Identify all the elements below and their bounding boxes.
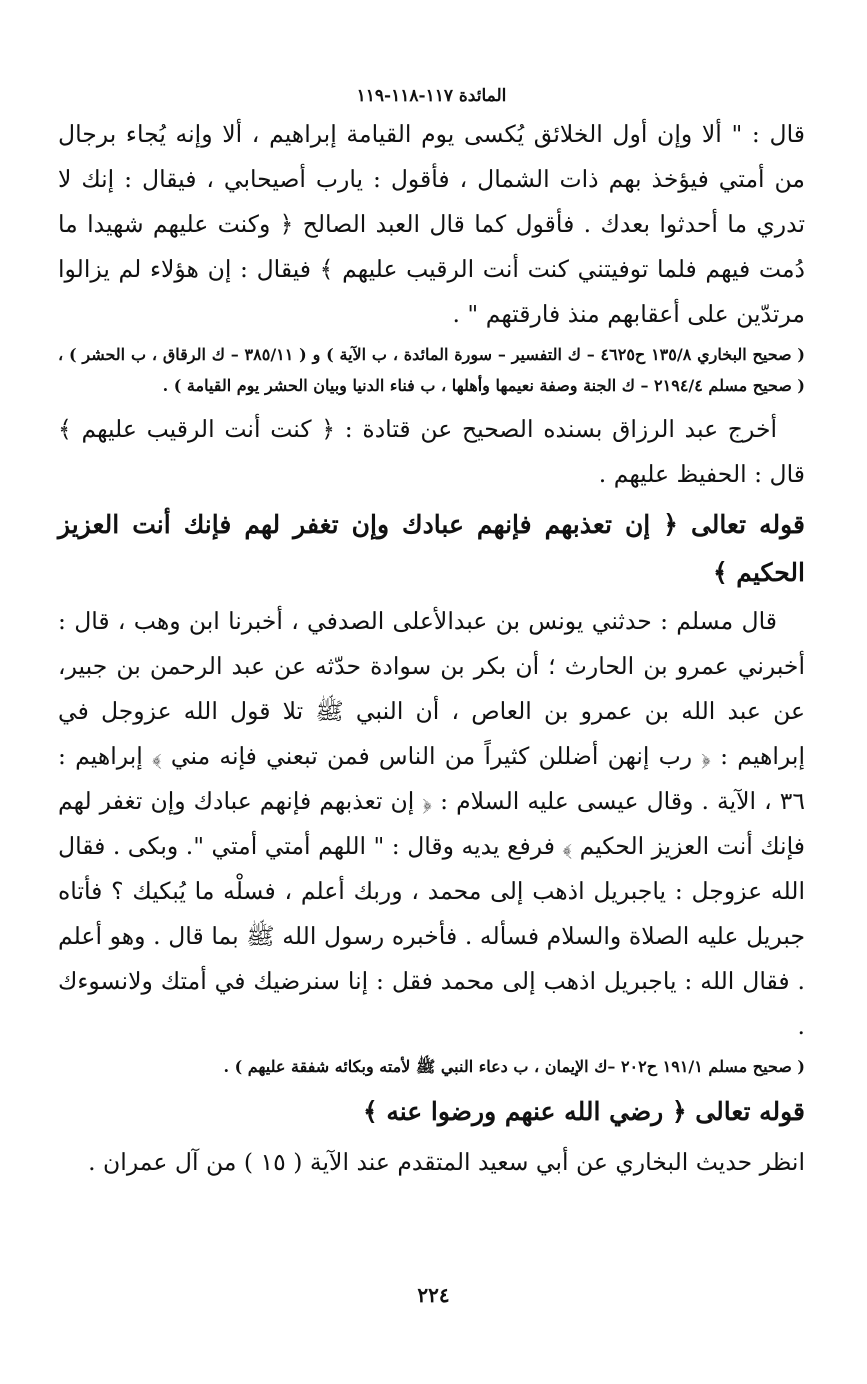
tafsir-paragraph-qatada: أخرج عبد الرزاق بسنده الصحيح عن قتادة : ﴿ كنت أنت الرقيب عليهم ﴾ قال : الحفيظ عليهم . [58,415,805,488]
page-content [58,86,805,1185]
page-number: ٢٢٤ [417,1283,450,1307]
hadith-paragraph-2: قال مسلم : حدثني يونس بن عبدالأعلى الصدفي ، أخبرنا ابن وهب ، قال : أخبرني عمرو بن الحارث ؛ أن بكر بن سوادة حدّثه عن عبد الرحمن بن جبير، عن عبد الله بن عمرو بن العاص ، أن النبي ﷺ تلا قول الله عزوجل في إبراهيم : ﴿ رب إنهن أضللن كثيراً من الناس فمن تبعني فإنه مني ﴾ إبراهيم : ٣٦ ، الآية . وقال عيسى عليه السلام : ﴿ إن تعذبهم فإنهم عبادك وإن تغفر لهم فإنك أنت العزيز الحكيم ﴾ فرفع يديه وقال : " اللهم أمتي أمتي ". وبكى . فقال الله عزوجل : ياجبريل اذهب إلى محمد ، وربك أعلم ، فسلْه ما يُبكيك ؟ فأتاه جبريل عليه الصلاة والسلام فسأله . فأخبره رسول الله ﷺ بما قال . وهو أعلم . فقال الله : ياجبريل اذهب إلى محمد فقل : إنا سنرضيك في أمتك ولانسوءك . [58,607,805,1040]
source-reference-2: ( صحيح مسلم ١٩١/١ ح٢٠٢ –ك الإيمان ، ب دعاء النبي ﷺ لأمته وبكائه شفقة عليهم ) . [223,1057,805,1076]
cross-reference-paragraph: انظر حديث البخاري عن أبي سعيد المتقدم عند الآية ( ١٥ ) من آل عمران . [88,1148,805,1176]
source-reference-1: ( صحيح البخاري ١٣٥/٨ ح٤٦٢٥ – ك التفسير – سورة المائدة ، ب الآية ) و ( ٣٨٥/١١ – ك الرقاق ، ب الحشر ) ، ( صحيح مسلم ٢١٩٤/٤ – ك الجنة وصفة نعيمها وأهلها ، ب فناء الدنيا وبيان الحشر يوم القيامة ) . [58,345,805,395]
hadith-paragraph-1: قال : " ألا وإن أول الخلائق يُكسى يوم القيامة إبراهيم ، ألا وإنه يُجاء برجال من أمتي فيؤخذ بهم ذات الشمال ، فأقول : يارب أصيحابي ، فيقال : إنك لا تدري ما أحدثوا بعدك . فأقول كما قال العبد الصالح ﴿ وكنت عليهم شهيدا ما دُمت فيهم فلما توفيتني كنت أنت الرقيب عليهم ﴾ فيقال : إن هؤلاء لم يزالوا مرتدّين على أعقابهم منذ فارقتهم " . [58,120,805,328]
verse-heading-1: قوله تعالى ﴿ إن تعذبهم فإنهم عبادك وإن تغفر لهم فإنك أنت العزيز الحكيم ﴾ [58,510,805,587]
verse-heading-2: قوله تعالى ﴿ رضي الله عنهم ورضوا عنه ﴾ [362,1097,805,1126]
running-head: المائدة ١١٧-١١٨-١١٩ [356,86,507,106]
